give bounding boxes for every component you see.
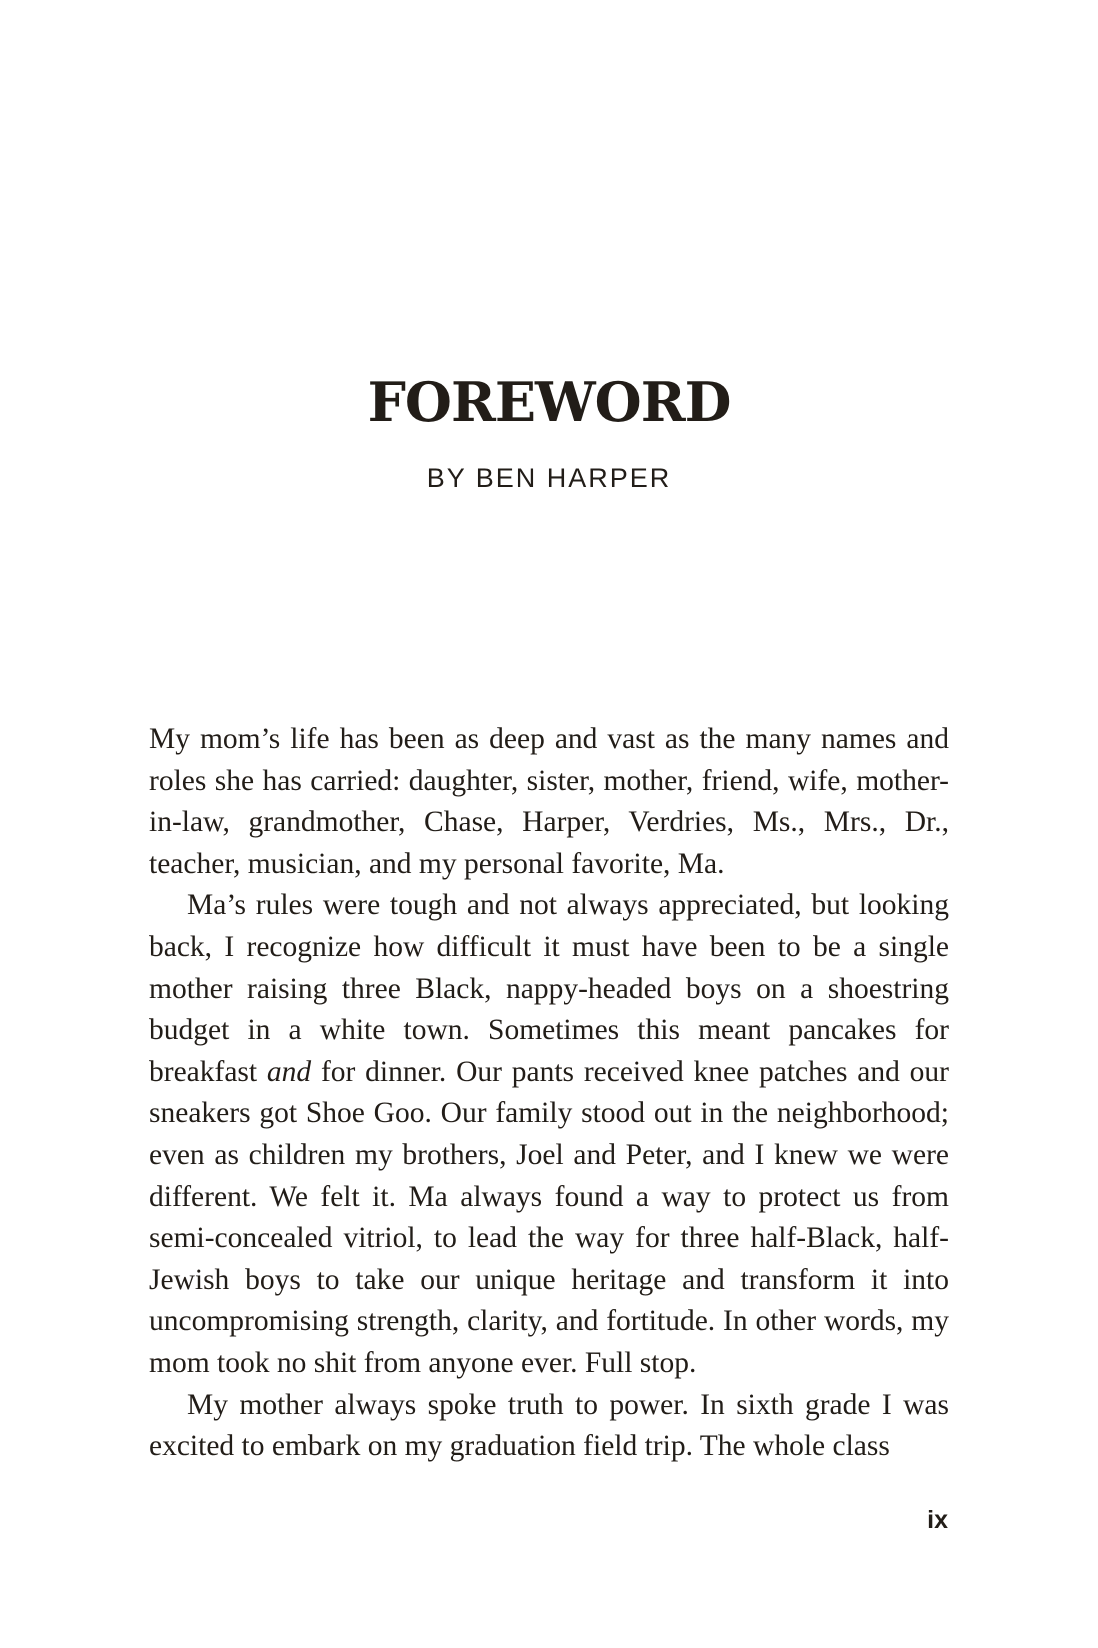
body-text bbox=[149, 719, 949, 1468]
page-number: ix bbox=[927, 1506, 948, 1534]
paragraph-2-text-b: for dinner. Our pants received knee patches and our sneakers got Shoe Goo. Our family stood out in the neighborhood; even as children my brothers, Joel and Peter, and I knew we were different. We felt it. Ma always found a way to protect us from semi-concealed vitriol, to lead the way for three half-Black, half-Jewish boys to take our unique heritage and transform it into uncompromising strength, clarity, and fortitude. In other words, my mom took no shit from anyone ever. Full stop. bbox=[149, 1055, 949, 1379]
chapter-byline: BY BEN HARPER bbox=[426, 463, 672, 493]
paragraph-2-text-a: Ma’s rules were tough and not always appreciated, but looking back, I recognize how difficult it must have been to be a single mother raising three Black, nappy-headed boys on a shoestring budget in a white town. Sometimes this meant pancakes for breakfast bbox=[149, 889, 949, 1088]
paragraph-1: My mom’s life has been as deep and vast as the many names and roles she has carried: daughter, sister, mother, friend, wife, mother-in-law, grandmother, Chase, Harper, Verdries, Ms., Mrs., Dr., teacher, musician, and my personal favorite, Ma. bbox=[149, 723, 949, 880]
paragraph-3: My mother always spoke truth to power. In sixth grade I was excited to embark on my graduation field trip. The whole class bbox=[149, 1388, 949, 1463]
paragraph-2 bbox=[149, 885, 949, 1384]
chapter-title: FOREWORD bbox=[367, 370, 731, 434]
paragraph-2-italic-word: and bbox=[266, 1055, 312, 1088]
